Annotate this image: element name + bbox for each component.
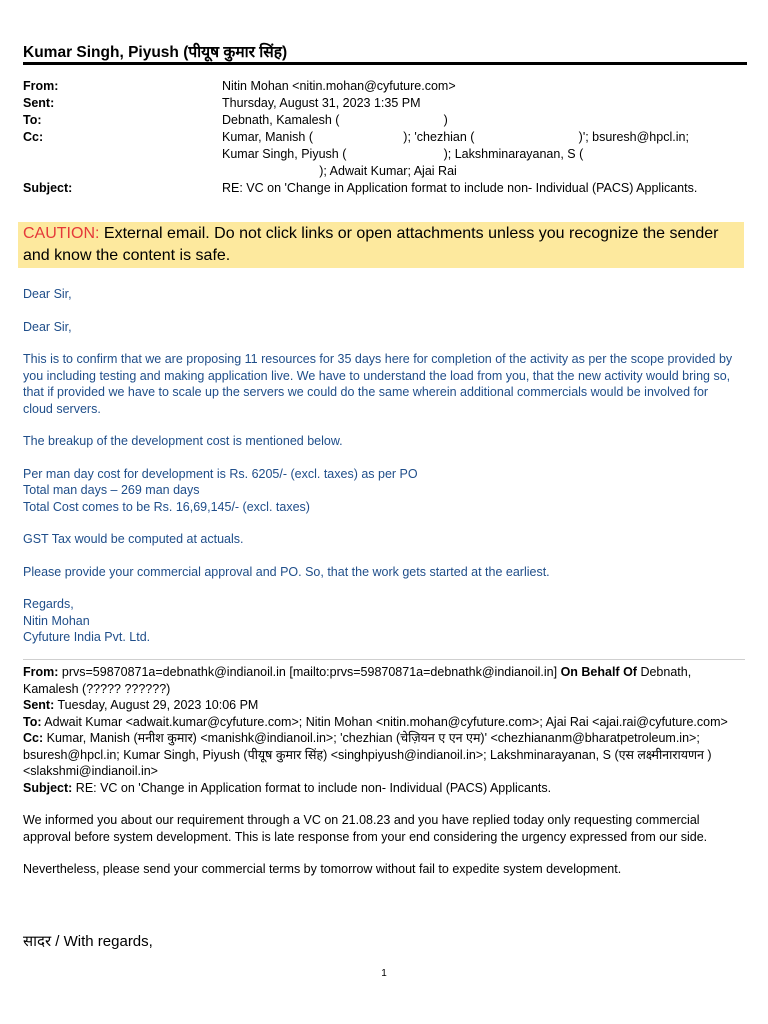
cc-label: Cc:	[23, 130, 44, 144]
quoted-subject-label: Subject:	[23, 780, 73, 795]
subject-label: Subject:	[23, 181, 73, 195]
quoted-sent-line	[23, 697, 743, 714]
sent-value: Thursday, August 31, 2023 1:35 PM	[222, 96, 421, 110]
reply-body	[23, 286, 733, 646]
message-header	[23, 78, 742, 197]
quoted-to-line	[23, 714, 743, 731]
quoted-from-line	[23, 664, 743, 697]
cost-line-1: Per man day cost for development is Rs. 6205/- (excl. taxes) as per PO	[23, 466, 418, 481]
cost-line-2: Total man days – 269 man days	[23, 483, 200, 497]
on-behalf-value: Debnath, Kamalesh (????? ??????)	[23, 665, 692, 696]
quoted-to-value: Adwait Kumar <adwait.kumar@cyfuture.com>; Nitin Mohan <nitin.mohan@cyfuture.com>; Ajai Rai <ajai.rai@cyfuture.com>	[41, 714, 728, 729]
cc-line-1: Kumar, Manish ( ); 'chezhian ( )'; bsuresh@hpcl.in;	[222, 130, 689, 144]
from-row	[23, 78, 742, 95]
quoted-message-separator	[23, 659, 745, 660]
caution-text: External email. Do not click links or open attachments unless you recognize the sender and know the content is safe.	[23, 225, 719, 264]
sent-row	[23, 95, 742, 112]
quoted-from-label: From:	[23, 665, 59, 679]
cc-value	[222, 129, 742, 180]
cc-line-2: Kumar Singh, Piyush ( ); Lakshminarayanan, S (	[222, 147, 584, 161]
greeting-2: Dear Sir,	[23, 319, 72, 334]
quoted-body-paragraph-2: Nevertheless, please send your commercial terms by tomorrow without fail to expedite system development.	[23, 862, 622, 876]
reply-paragraph-4: Please provide your commercial approval and PO. So, that the work gets started at the earliest.	[23, 564, 550, 579]
reply-paragraph-2: The breakup of the development cost is mentioned below.	[23, 434, 343, 448]
closing-regards: सादर / With regards,	[23, 933, 153, 950]
cc-line-3: ); Adwait Kumar; Ajai Rai	[222, 164, 457, 178]
quoted-cc-line	[23, 730, 743, 780]
page-number: 1	[381, 968, 387, 979]
quoted-header	[23, 664, 743, 796]
to-value: Debnath, Kamalesh ( )	[222, 113, 448, 127]
subject-row	[23, 180, 742, 197]
signature-regards: Regards,	[23, 597, 74, 611]
caution-label: CAUTION:	[23, 225, 100, 242]
quoted-message	[23, 664, 743, 894]
greeting-1: Dear Sir,	[23, 287, 72, 301]
quoted-sent-value: Tuesday, August 29, 2023 10:06 PM	[54, 698, 259, 712]
quoted-subject-line	[23, 780, 743, 797]
quoted-cc-value: Kumar, Manish (मनीश कुमार) <manishk@indianoil.in>; 'chezhian (चेज़ियन ए एन एम)' <chezhiananm@bharatpetroleum.in>; bsuresh@hpcl.in; Kumar Singh, Piyush (पीयूष कुमार सिंह) <singhpiyush@indianoil.in>; Lakshminarayanan, S (एस लक्ष्मीनारायणन ) <slakshmi@indianoil.in>	[23, 731, 712, 778]
quoted-subject-value: RE: VC on 'Change in Application format to include non- Individual (PACS) Applicants.	[72, 780, 552, 795]
cost-line-3: Total Cost comes to be Rs. 16,69,145/- (excl. taxes)	[23, 499, 310, 514]
on-behalf-label: On Behalf Of	[560, 665, 637, 679]
from-label: From:	[23, 79, 59, 93]
reply-paragraph-1: This is to confirm that we are proposing 11 resources for 35 days here for completion of the activity as per the scope provided by you including testing and making application live. We have to understand the load from you, that the new activity would bring so, that if provided we have to scale up the servers we could do the same wherein additional commercials would be involved for cloud servers.	[23, 352, 733, 416]
header-rule	[23, 62, 747, 65]
reply-paragraph-3: GST Tax would be computed at actuals.	[23, 532, 244, 546]
signature-name: Nitin Mohan	[23, 613, 90, 628]
cc-row	[23, 129, 742, 180]
mailbox-owner-name: Kumar Singh, Piyush (पीयूष कुमार सिंह)	[23, 44, 288, 61]
quoted-body-paragraph-1: We informed you about our requirement through a VC on 21.08.23 and you have replied today only requesting commercial approval before system development. This is late response from your end considering the urgency expressed from our side.	[23, 813, 708, 844]
to-label: To:	[23, 113, 42, 127]
sent-label: Sent:	[23, 96, 55, 110]
quoted-from-value: prvs=59870871a=debnathk@indianoil.in [mailto:prvs=59870871a=debnathk@indianoil.in]	[58, 665, 561, 679]
subject-value: RE: VC on 'Change in Application format to include non- Individual (PACS) Applicants.	[222, 181, 698, 195]
external-email-caution-banner	[18, 222, 744, 268]
quoted-to-label: To:	[23, 714, 42, 729]
from-value: Nitin Mohan <nitin.mohan@cyfuture.com>	[222, 79, 456, 93]
signature-company: Cyfuture India Pvt. Ltd.	[23, 630, 151, 644]
to-row	[23, 112, 742, 129]
quoted-cc-label: Cc:	[23, 731, 44, 745]
quoted-sent-label: Sent:	[23, 698, 55, 712]
